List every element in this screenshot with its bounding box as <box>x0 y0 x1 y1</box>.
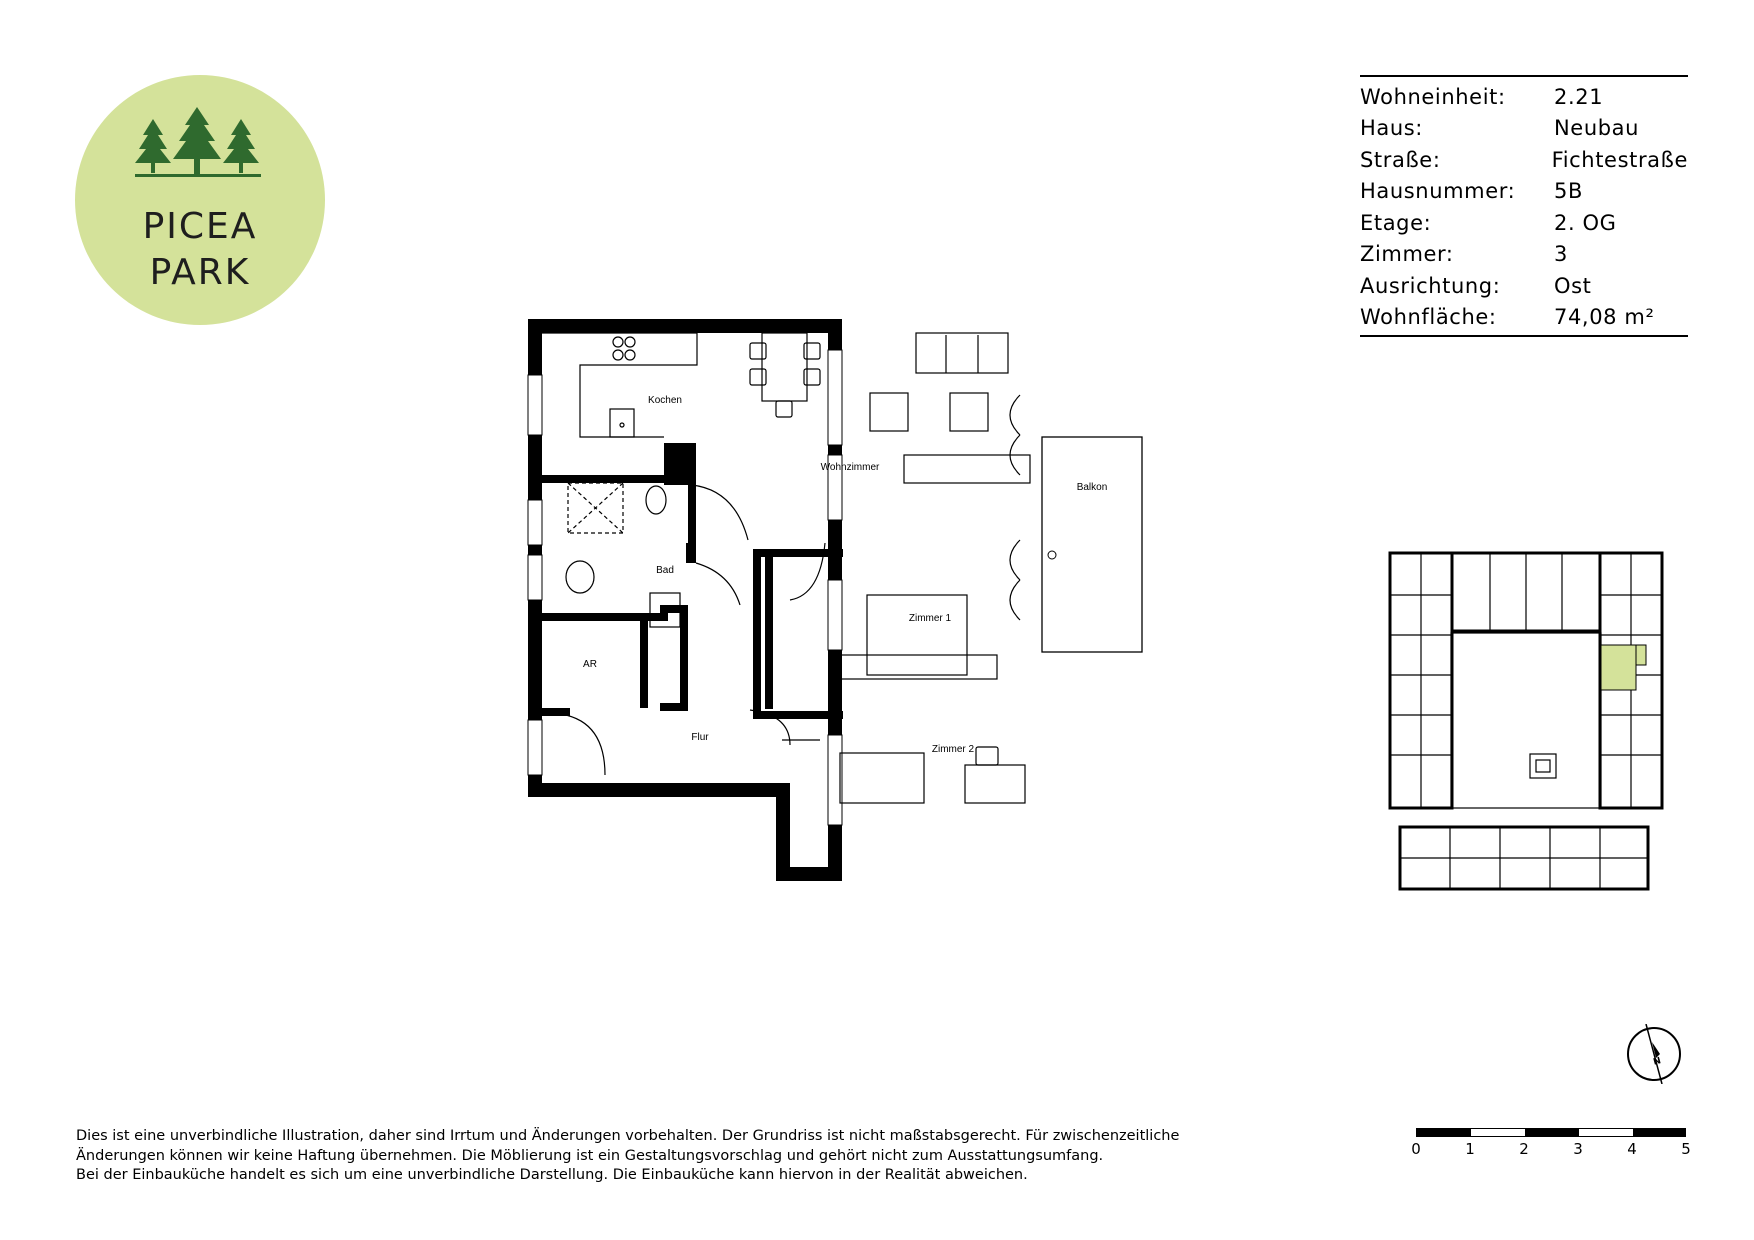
info-label: Wohnfläche: <box>1360 305 1497 330</box>
disclaimer-line: Änderungen können wir keine Haftung übernehmen. Die Möblierung ist ein Gestaltungsvorschlag und gehört nicht zum Ausstattungsumfang. <box>76 1147 1104 1164</box>
disclaimer-line: Dies ist eine unverbindliche Illustration, daher sind Irrtum und Änderungen vorbehalten. Der Grundriss ist nicht maßstabsgerecht. Für zwischenzeitliche <box>76 1128 1180 1144</box>
info-value: Fichtestraße <box>1551 147 1688 172</box>
kitchen-counter <box>542 333 697 437</box>
info-label: Hausnummer: <box>1360 179 1516 204</box>
scale-tick: 2 <box>1519 1140 1529 1158</box>
north-label: N <box>1652 1056 1663 1068</box>
sink-icon <box>566 561 594 593</box>
scale-bar <box>1410 1127 1690 1177</box>
info-row <box>1360 113 1688 145</box>
scale-bar-track <box>1416 1128 1686 1137</box>
side-table <box>950 393 988 431</box>
courtyard <box>1451 633 1601 808</box>
scale-tick: 4 <box>1627 1140 1637 1158</box>
picea-park-logo <box>75 75 325 325</box>
info-row <box>1360 302 1688 334</box>
dining-table <box>762 333 807 401</box>
room-label-living: Wohnzimmer <box>820 462 880 473</box>
highlighted-unit <box>1601 645 1636 690</box>
info-value: 5B <box>1554 179 1583 204</box>
info-row <box>1360 81 1688 113</box>
info-row <box>1360 144 1688 176</box>
room-label-hallway: Flur <box>691 732 709 743</box>
toilet-icon <box>646 486 666 514</box>
unit-info-table <box>1360 75 1688 337</box>
logo-text-line2: PARK <box>149 252 251 293</box>
info-value: 2.21 <box>1554 84 1604 109</box>
info-value: Ost <box>1554 273 1592 298</box>
scale-tick: 5 <box>1681 1140 1691 1158</box>
disclaimer <box>76 1127 1276 1186</box>
bed <box>867 595 967 675</box>
info-label: Straße: <box>1360 147 1441 172</box>
info-row <box>1360 176 1688 208</box>
room-label-room2: Zimmer 2 <box>931 744 975 755</box>
disclaimer-line: Bei der Einbauküche handelt es sich um eine unverbindliche Darstellung. Die Einbauküche kann hiervon in der Realität abweichen. <box>76 1167 1028 1183</box>
info-label: Wohneinheit: <box>1360 84 1506 109</box>
info-row <box>1360 270 1688 302</box>
scale-tick: 0 <box>1411 1140 1421 1158</box>
balcony <box>1042 437 1142 652</box>
scale-tick: 1 <box>1465 1140 1475 1158</box>
info-label: Haus: <box>1360 116 1423 141</box>
info-label: Ausrichtung: <box>1360 273 1501 298</box>
floor-plan <box>520 315 1240 895</box>
site-plan <box>1370 550 1670 910</box>
north-arrow-icon <box>1626 1024 1686 1084</box>
courtyard-feature <box>1530 754 1556 778</box>
wall <box>776 783 790 881</box>
door-swing <box>692 485 748 540</box>
info-value: 74,08 m² <box>1554 305 1655 330</box>
info-row <box>1360 207 1688 239</box>
trees-icon <box>135 107 265 187</box>
room-label-balcony: Balkon <box>1076 482 1108 493</box>
wall <box>528 319 842 333</box>
sideboard <box>904 455 1030 483</box>
room-label-bath: Bad <box>656 565 674 576</box>
info-label: Etage: <box>1360 210 1432 235</box>
info-value: 2. OG <box>1554 210 1617 235</box>
wall <box>528 783 776 797</box>
info-label: Zimmer: <box>1360 242 1454 267</box>
bed <box>840 753 924 803</box>
sofa <box>916 333 1008 373</box>
room-label-kitchen: Kochen <box>648 395 682 406</box>
desk <box>965 765 1025 803</box>
info-value: Neubau <box>1554 116 1640 141</box>
info-value: 3 <box>1554 242 1568 267</box>
room-label-room1: Zimmer 1 <box>908 613 952 624</box>
armchair <box>870 393 908 431</box>
logo-text-line1: PICEA <box>142 206 258 247</box>
room-label-storage: AR <box>583 659 597 670</box>
scale-tick: 3 <box>1573 1140 1583 1158</box>
info-row <box>1360 239 1688 271</box>
